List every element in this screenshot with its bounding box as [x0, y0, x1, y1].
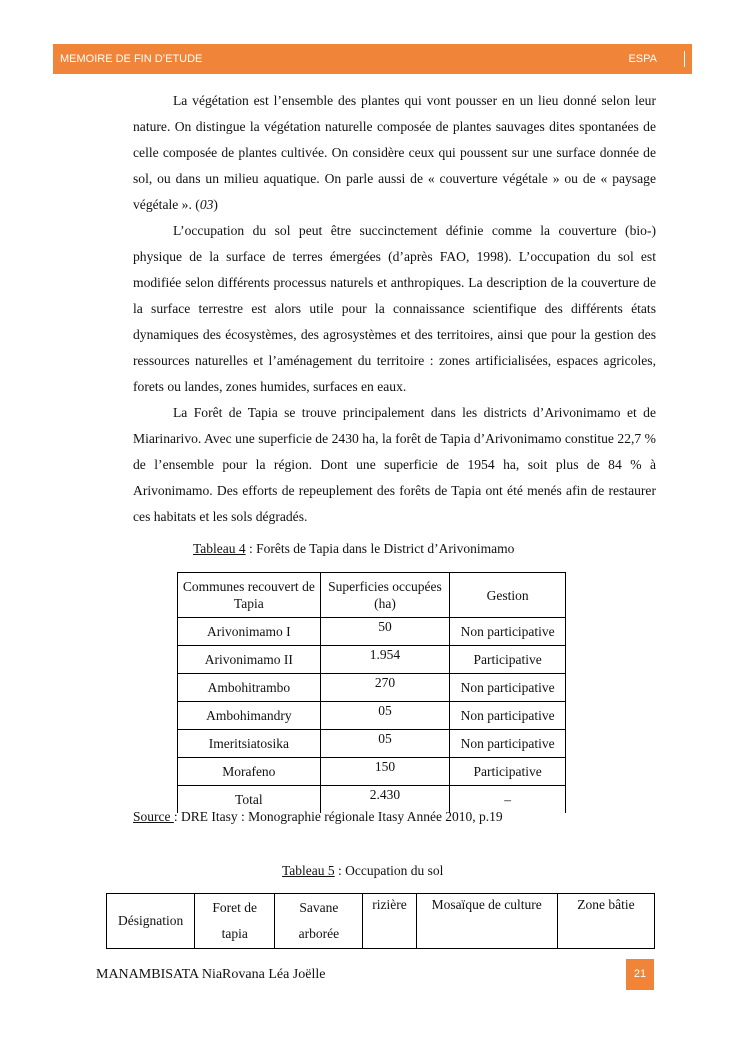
body-text	[133, 88, 656, 530]
table-row-total: Total 2.430 –	[178, 786, 566, 814]
table-header-row	[178, 573, 566, 618]
table4-caption: Tableau 4 : Forêts de Tapia dans le District d’Arivonimamo	[193, 541, 515, 556]
table-row: Arivonimamo I 50 Non participative	[178, 618, 566, 646]
col-header-gestion: Gestion	[450, 573, 566, 618]
col-header-superficies: Superficies occupées (ha)	[320, 573, 450, 618]
page-number: 21	[626, 959, 654, 990]
header-title: MEMOIRE DE FIN D’ETUDE	[60, 53, 203, 65]
table-row: Morafeno 150 Participative	[178, 758, 566, 786]
table-row: Ambohitrambo 270 Non participative	[178, 674, 566, 702]
table-row: Arivonimamo II 1.954 Participative	[178, 646, 566, 674]
paragraph-vegetation: La végétation est l’ensemble des plantes qui vont pousser en un lieu donné selon leur nature. On distingue la végétation naturelle composée de plantes sauvages dites spontanées de celle composée de plantes cultivée. On considère ceux qui poussent sur une surface donnée de sol, ou dans un milieu aquatique. On parle aussi de « couverture végétale » ou de « paysage végétale ». (03)	[133, 93, 656, 212]
reference-number: 03	[199, 197, 214, 212]
paragraph-tapia: La Forêt de Tapia se trouve principalement dans les districts d’Arivonimamo et de Miarinarivo. Avec une superficie de 2430 ha, la forêt de Tapia d’Arivonimamo constitue 22,7 % de l’ensemble pour la région. Dont une superficie de 1954 ha, soit plus de 84 % à Arivonimamo. Des efforts de repeuplement des forêts de Tapia ont été menés afin de restaurer ces habitats et les sols dégradés.	[133, 405, 656, 524]
table4-source: Source : DRE Itasy : Monographie régionale Itasy Année 2010, p.19	[133, 809, 503, 824]
col-mosaique: Mosaïque de culture	[416, 894, 557, 949]
header-divider	[684, 51, 685, 67]
table-tapia-forests	[177, 572, 566, 813]
table-row: Ambohimandry 05 Non participative	[178, 702, 566, 730]
page-header	[53, 44, 692, 74]
table-row: Imeritsiatosika 05 Non participative	[178, 730, 566, 758]
col-zone-batie: Zone bâtie	[557, 894, 654, 949]
col-riziere: rizière	[363, 894, 416, 949]
col-savane-arboree: Savane arborée	[275, 894, 363, 949]
col-header-communes: Communes recouvert de Tapia	[178, 573, 321, 618]
footer-author: MANAMBISATA NiaRovana Léa Joëlle	[96, 967, 326, 982]
col-foret-tapia: Foret de tapia	[195, 894, 275, 949]
table5-caption: Tableau 5 : Occupation du sol	[282, 863, 444, 878]
table-header-row	[107, 894, 655, 949]
table-land-occupation	[106, 893, 655, 949]
col-designation: Désignation	[107, 894, 195, 949]
header-school: ESPA	[628, 53, 657, 65]
paragraph-occupation: L’occupation du sol peut être succinctement définie comme la couverture (bio-) physique de la surface de terres émergées (d’après FAO, 1998). L’occupation du sol est modifiée selon différents processus naturels et anthropiques. La description de la couverture de la surface terrestre est alors utile pour la connaissance scientifique des différents états dynamiques des écosystèmes, des agrosystèmes et des territoires, ainsi que pour la gestion des ressources naturelles et l’aménagement du territoire : zones artificialisées, espaces agricoles, forets ou landes, zones humides, surfaces en eaux.	[133, 223, 656, 394]
